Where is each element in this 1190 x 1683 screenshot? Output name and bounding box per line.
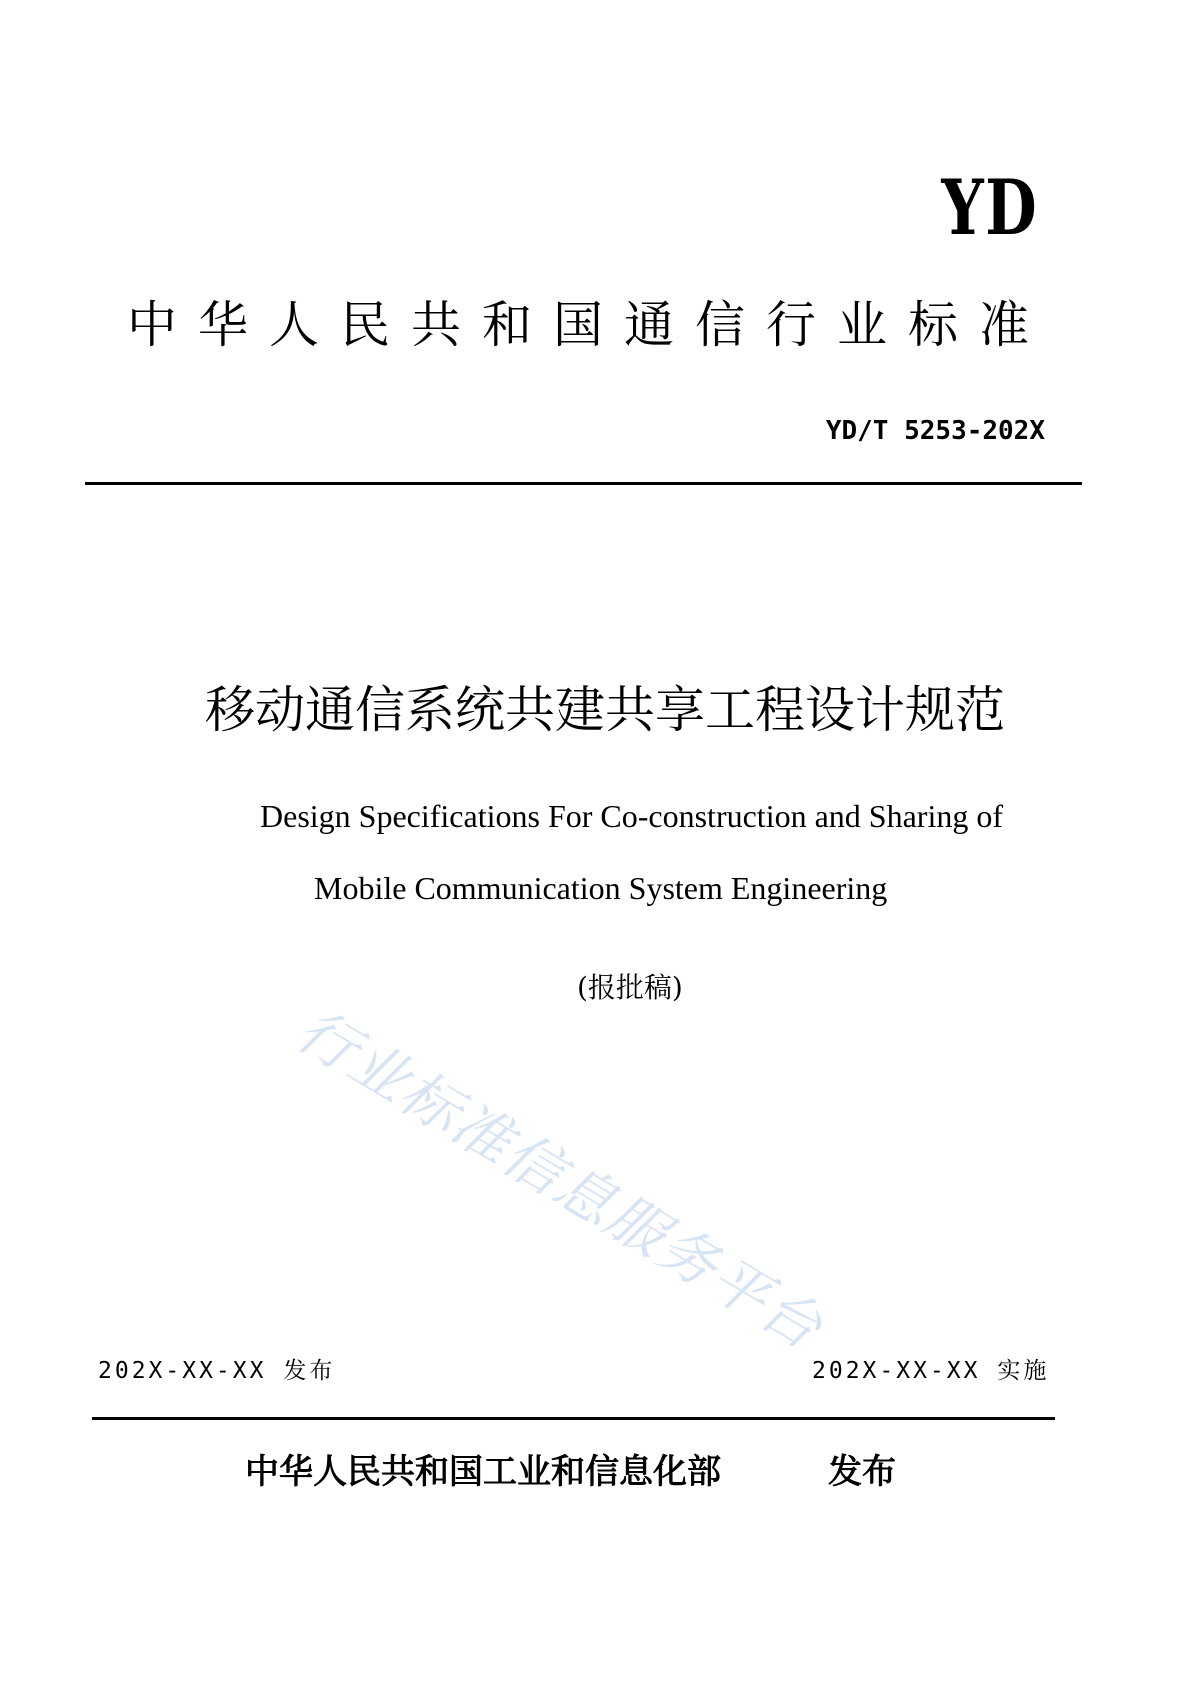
top-divider xyxy=(85,482,1082,485)
bottom-divider xyxy=(92,1417,1055,1420)
implementation-date: 202X-XX-XX 实施 xyxy=(812,1358,1050,1384)
issuing-authority: 中华人民共和国工业和信息化部 xyxy=(245,1452,721,1492)
draft-status: (报批稿) xyxy=(577,971,683,1004)
issuing-action: 发布 xyxy=(828,1452,896,1492)
document-title-chinese: 移动通信系统共建共享工程设计规范 xyxy=(205,681,1005,739)
standard-category: 中华人民共和国通信行业标准 xyxy=(127,296,1050,354)
watermark: 行业标准信息服务平台 xyxy=(285,995,835,1364)
document-title-english-line1: Design Specifications For Co-construction and Sharing of xyxy=(260,798,1003,834)
standard-number: YD/T 5253-202X xyxy=(825,416,1045,446)
standard-mark: YD xyxy=(941,163,1038,252)
document-title-english-line2: Mobile Communication System Engineering xyxy=(314,870,888,906)
issue-date: 202X-XX-XX 发布 xyxy=(98,1358,336,1384)
